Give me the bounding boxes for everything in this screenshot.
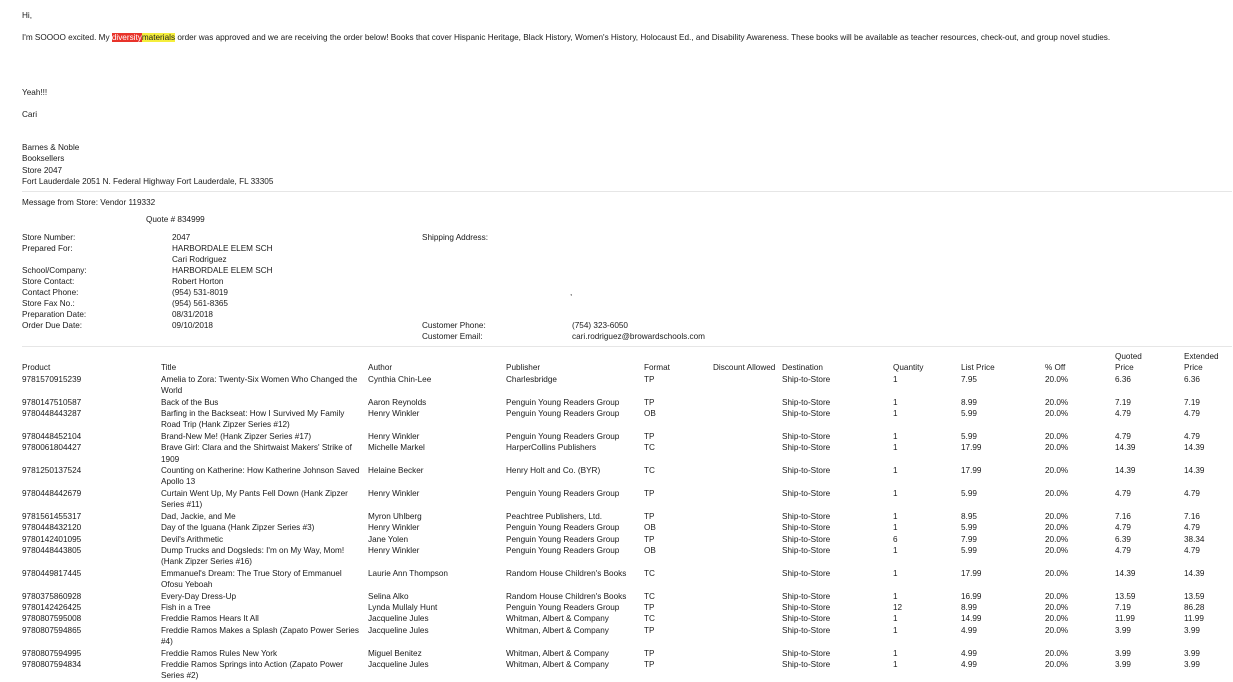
cell-product: 9780448443287: [22, 409, 82, 419]
cell-extended: 3.99: [1184, 659, 1200, 669]
prepared-for-name: Cari Rodriguez: [172, 255, 227, 264]
cell-title: Barfing in the Backseat: How I Survived My Family Road Trip (Hank Zipzer Series #12): [161, 409, 345, 430]
table-row: [22, 613, 1232, 624]
cell-off: 20.0%: [1045, 534, 1069, 544]
table-row: [22, 465, 1232, 488]
cell-quoted: 6.36: [1115, 374, 1131, 384]
store-address-line: Barnes & Noble: [22, 143, 80, 152]
cell-title: Brand-New Me! (Hank Zipzer Series #17): [161, 431, 312, 441]
cell-destination: Ship-to-Store: [782, 488, 831, 498]
cell-list: 4.99: [961, 648, 977, 658]
cell-off: 20.0%: [1045, 659, 1069, 669]
cell-discount: [713, 602, 782, 613]
greeting: Hi,: [22, 11, 33, 20]
cell-author: Lynda Mullaly Hunt: [368, 602, 438, 612]
cell-extended: 14.39: [1184, 568, 1205, 578]
cell-product: 9780448432120: [22, 523, 82, 533]
col-header-author: Author: [368, 363, 393, 373]
cell-product: 9780142426425: [22, 602, 82, 612]
cell-off: 20.0%: [1045, 602, 1069, 612]
cell-off: 20.0%: [1045, 511, 1069, 521]
cell-discount: [713, 534, 782, 545]
table-row: [22, 408, 1232, 431]
col-header-format: Format: [644, 363, 670, 373]
cell-title: Freddie Ramos Springs into Action (Zapato Power Series #2): [161, 659, 344, 681]
cell-extended: 4.79: [1184, 409, 1200, 419]
cell-off: 20.0%: [1045, 397, 1069, 407]
cell-off: 20.0%: [1045, 625, 1069, 635]
cell-quoted: 14.39: [1115, 443, 1136, 453]
cell-extended: 14.39: [1184, 443, 1205, 453]
cell-off: 20.0%: [1045, 648, 1069, 658]
store-fax-label: Store Fax No.:: [22, 299, 75, 308]
cell-format: OB: [644, 545, 656, 555]
cell-off: 20.0%: [1045, 409, 1069, 419]
col-header-pct-off: % Off: [1045, 363, 1066, 373]
cell-quoted: 14.39: [1115, 568, 1136, 578]
cell-destination: Ship-to-Store: [782, 568, 831, 578]
cell-format: OB: [644, 409, 656, 419]
cell-discount: [713, 442, 782, 465]
cell-author: Henry Winkler: [368, 488, 420, 498]
cell-quantity: 1: [893, 591, 898, 601]
cell-title: Freddie Ramos Hears It All: [161, 614, 259, 624]
cell-list: 7.99: [961, 534, 977, 544]
cell-quoted: 7.19: [1115, 397, 1131, 407]
cell-author: Myron Uhlberg: [368, 511, 422, 521]
cell-quantity: 12: [893, 602, 903, 612]
cell-format: TP: [644, 397, 655, 407]
cell-publisher: Random House Children's Books: [506, 568, 627, 578]
cell-author: Laurie Ann Thompson: [368, 568, 448, 578]
quote-number: Quote # 834999: [146, 215, 205, 224]
cell-destination: Ship-to-Store: [782, 443, 831, 453]
cell-extended: 86.28: [1184, 602, 1205, 612]
cell-format: TC: [644, 466, 655, 476]
cell-off: 20.0%: [1045, 523, 1069, 533]
cell-product: 9780807594865: [22, 625, 82, 635]
cell-quoted: 4.79: [1115, 409, 1131, 419]
cell-discount: [713, 408, 782, 431]
cell-discount: [713, 488, 782, 511]
cell-list: 17.99: [961, 466, 982, 476]
cell-list: 5.99: [961, 523, 977, 533]
divider: [22, 191, 1232, 192]
cell-list: 4.99: [961, 659, 977, 669]
cell-off: 20.0%: [1045, 431, 1069, 441]
cell-quoted: 3.99: [1115, 625, 1131, 635]
customer-phone-label: Customer Phone:: [422, 321, 486, 330]
cell-format: TP: [644, 659, 655, 669]
cell-product: 9780449817445: [22, 568, 82, 578]
cell-extended: 38.34: [1184, 534, 1205, 544]
cell-quoted: 11.99: [1115, 614, 1135, 624]
cell-title: Dad, Jackie, and Me: [161, 511, 236, 521]
table-row: [22, 545, 1232, 568]
cell-discount: [713, 613, 782, 624]
cell-extended: 7.19: [1184, 397, 1200, 407]
cell-publisher: Whitman, Albert & Company: [506, 648, 609, 658]
cell-author: Henry Winkler: [368, 431, 420, 441]
col-header-title: Title: [161, 363, 177, 373]
cell-destination: Ship-to-Store: [782, 625, 831, 635]
cell-destination: Ship-to-Store: [782, 431, 831, 441]
cell-title: Dump Trucks and Dogsleds: I'm on My Way, Mom! (Hank Zipzer Series #16): [161, 545, 345, 567]
store-number-label: Store Number:: [22, 233, 76, 242]
table-row: [22, 511, 1232, 522]
cell-extended: 4.79: [1184, 431, 1200, 441]
cell-product: 9781561455317: [22, 511, 82, 521]
cell-destination: Ship-to-Store: [782, 409, 831, 419]
cell-quantity: 1: [893, 409, 898, 419]
cell-list: 5.99: [961, 545, 977, 555]
cell-list: 16.99: [961, 591, 982, 601]
cell-quoted: 4.79: [1115, 545, 1131, 555]
col-header-discount: Discount Allowed: [713, 363, 776, 373]
cell-quantity: 1: [893, 466, 898, 476]
cell-title: Emmanuel's Dream: The True Story of Emmanuel Ofosu Yeboah: [161, 568, 342, 590]
cell-author: Selina Alko: [368, 591, 409, 601]
cell-format: TP: [644, 602, 655, 612]
cell-extended: 3.99: [1184, 625, 1200, 635]
cell-destination: Ship-to-Store: [782, 374, 831, 384]
cell-format: TC: [644, 614, 655, 624]
cell-author: Helaine Becker: [368, 466, 424, 476]
prep-date-label: Preparation Date:: [22, 310, 87, 319]
cell-list: 5.99: [961, 488, 977, 498]
cell-list: 17.99: [961, 443, 982, 453]
cell-publisher: Penguin Young Readers Group: [506, 431, 620, 441]
cell-product: 9781250137524: [22, 466, 82, 476]
store-address-line: Store 2047: [22, 165, 63, 175]
cell-quantity: 1: [893, 443, 898, 453]
cell-publisher: Peachtree Publishers, Ltd.: [506, 511, 603, 521]
cell-list: 8.95: [961, 511, 977, 521]
col-header-quoted-price: Quoted Price: [1115, 352, 1142, 373]
cell-destination: Ship-to-Store: [782, 659, 831, 669]
cell-format: TP: [644, 374, 655, 384]
cell-quoted: 6.39: [1115, 534, 1131, 544]
cell-author: Henry Winkler: [368, 545, 420, 555]
cell-extended: 6.36: [1184, 374, 1200, 384]
prepared-for-value: HARBORDALE ELEM SCH: [172, 244, 273, 253]
due-date-label: Order Due Date:: [22, 321, 83, 330]
cell-extended: 4.79: [1184, 545, 1200, 555]
cell-product: 9780061804427: [22, 443, 82, 453]
cell-title: Counting on Katherine: How Katherine Johnson Saved Apollo 13: [161, 466, 360, 487]
cell-discount: [713, 397, 782, 408]
cell-quantity: 1: [893, 648, 898, 658]
cell-destination: Ship-to-Store: [782, 648, 831, 658]
shipping-address-comma: ,: [570, 288, 573, 297]
message-from-store: Message from Store: Vendor 119332: [22, 198, 156, 207]
table-row: [22, 397, 1232, 408]
col-header-product: Product: [22, 363, 51, 373]
cell-list: 7.95: [961, 374, 977, 384]
cell-format: TP: [644, 534, 655, 544]
cell-format: TP: [644, 431, 655, 441]
cell-publisher: Charlesbridge: [506, 374, 557, 384]
school-value: HARBORDALE ELEM SCH: [172, 266, 273, 275]
cell-destination: Ship-to-Store: [782, 534, 831, 544]
cell-publisher: Penguin Young Readers Group: [506, 409, 620, 419]
contact-phone-label: Contact Phone:: [22, 288, 79, 297]
cell-publisher: Whitman, Albert & Company: [506, 614, 609, 624]
cell-publisher: Whitman, Albert & Company: [506, 625, 609, 635]
cell-quantity: 1: [893, 545, 898, 555]
cell-title: Every-Day Dress-Up: [161, 591, 237, 601]
cell-author: Michelle Markel: [368, 443, 425, 453]
store-address: [22, 142, 273, 188]
col-header-list-price: List Price: [961, 363, 995, 373]
table-row: [22, 659, 1232, 682]
cell-publisher: Penguin Young Readers Group: [506, 488, 620, 498]
cell-discount: [713, 659, 782, 682]
cell-title: Devil's Arithmetic: [161, 534, 224, 544]
cell-discount: [713, 568, 782, 591]
shipping-address-label: Shipping Address:: [422, 233, 488, 242]
store-address-line: Fort Lauderdale 2051 N. Federal Highway Fort Lauderdale, FL 33305: [22, 177, 274, 187]
cell-extended: 13.59: [1184, 591, 1205, 601]
table-row: [22, 534, 1232, 545]
cell-discount: [713, 465, 782, 488]
cell-quantity: 1: [893, 523, 898, 533]
signature: Cari: [22, 110, 38, 119]
cell-off: 20.0%: [1045, 443, 1069, 453]
col-header-destination: Destination: [782, 363, 823, 373]
cell-destination: Ship-to-Store: [782, 523, 831, 533]
quote-items-table: [22, 351, 1232, 682]
cell-quantity: 1: [893, 397, 898, 407]
cell-product: 9780807595008: [22, 614, 82, 624]
cell-off: 20.0%: [1045, 466, 1069, 476]
cell-title: Fish in a Tree: [161, 602, 211, 612]
exclaim-text: Yeah!!!: [22, 88, 48, 97]
cell-publisher: Henry Holt and Co. (BYR): [506, 466, 601, 476]
table-row: [22, 648, 1232, 659]
cell-extended: 4.79: [1184, 488, 1200, 498]
cell-off: 20.0%: [1045, 374, 1069, 384]
cell-list: 17.99: [961, 568, 982, 578]
cell-quoted: 7.19: [1115, 602, 1131, 612]
cell-discount: [713, 522, 782, 533]
cell-destination: Ship-to-Store: [782, 545, 831, 555]
cell-quoted: 13.59: [1115, 591, 1136, 601]
cell-quoted: 4.79: [1115, 431, 1131, 441]
cell-publisher: Penguin Young Readers Group: [506, 397, 620, 407]
cell-format: TP: [644, 511, 655, 521]
table-body: [22, 374, 1232, 682]
divider: [22, 346, 1232, 347]
cell-list: 8.99: [961, 602, 977, 612]
cell-title: Freddie Ramos Makes a Splash (Zapato Power Series #4): [161, 625, 359, 647]
cell-quoted: 14.39: [1115, 466, 1136, 476]
cell-product: 9781570915239: [22, 374, 82, 384]
cell-destination: Ship-to-Store: [782, 511, 831, 521]
cell-discount: [713, 648, 782, 659]
cell-quoted: 3.99: [1115, 659, 1131, 669]
cell-author: Jacqueline Jules: [368, 614, 429, 624]
cell-author: Miguel Benitez: [368, 648, 422, 658]
cell-extended: 14.39: [1184, 466, 1205, 476]
cell-quantity: 1: [893, 488, 898, 498]
cell-discount: [713, 545, 782, 568]
cell-publisher: Random House Children's Books: [506, 591, 627, 601]
cell-quantity: 1: [893, 659, 898, 669]
cell-list: 5.99: [961, 431, 977, 441]
store-address-line: Booksellers: [22, 154, 65, 164]
table-header-row: [22, 351, 1232, 374]
table-row: [22, 522, 1232, 533]
cell-title: Freddie Ramos Rules New York: [161, 648, 278, 658]
cell-list: 5.99: [961, 409, 977, 419]
cell-title: Curtain Went Up, My Pants Fell Down (Hank Zipzer Series #11): [161, 488, 348, 510]
cell-publisher: Penguin Young Readers Group: [506, 545, 620, 555]
cell-publisher: Penguin Young Readers Group: [506, 523, 620, 533]
cell-extended: 7.16: [1184, 511, 1200, 521]
store-fax-value: (954) 561-8365: [172, 299, 228, 308]
table-row: [22, 431, 1232, 442]
col-header-publisher: Publisher: [506, 363, 541, 373]
cell-format: TP: [644, 488, 655, 498]
cell-off: 20.0%: [1045, 488, 1069, 498]
due-date-value: 09/10/2018: [172, 321, 213, 330]
table-row: [22, 602, 1232, 613]
school-label: School/Company:: [22, 266, 87, 275]
cell-format: TC: [644, 568, 655, 578]
cell-discount: [713, 374, 782, 397]
cell-quantity: 6: [893, 534, 898, 544]
cell-list: 4.99: [961, 625, 977, 635]
cell-format: TC: [644, 443, 655, 453]
intro-paragraph: [22, 33, 1110, 42]
cell-list: 14.99: [961, 614, 982, 624]
cell-publisher: Penguin Young Readers Group: [506, 602, 620, 612]
prep-date-value: 08/31/2018: [172, 310, 213, 319]
cell-discount: [713, 511, 782, 522]
cell-product: 9780142401095: [22, 534, 82, 544]
cell-quantity: 1: [893, 625, 898, 635]
cell-destination: Ship-to-Store: [782, 397, 831, 407]
cell-destination: Ship-to-Store: [782, 466, 831, 476]
cell-quantity: 1: [893, 511, 898, 521]
cell-product: 9780807594834: [22, 659, 82, 669]
cell-title: Day of the Iguana (Hank Zipzer Series #3): [161, 523, 315, 533]
cell-extended: 4.79: [1184, 523, 1200, 533]
cell-off: 20.0%: [1045, 614, 1069, 624]
intro-after: order was approved and we are receiving the order below! Books that cover Hispanic Heritage, Black History, Women's History, Holocaust Ed., and Disability Awareness. These books will be available as teacher resources, check-out, and group novel studies.: [175, 33, 1111, 42]
intro-before: I'm SOOOO excited. My: [22, 33, 112, 42]
col-header-extended-price: Extended Price: [1184, 352, 1219, 373]
cell-title: Back of the Bus: [161, 397, 219, 407]
cell-format: TC: [644, 591, 655, 601]
cell-discount: [713, 431, 782, 442]
cell-title: Amelia to Zora: Twenty-Six Women Who Changed the World: [161, 374, 358, 396]
store-contact-value: Robert Horton: [172, 277, 224, 286]
cell-quantity: 1: [893, 614, 898, 624]
cell-discount: [713, 625, 782, 648]
cell-off: 20.0%: [1045, 568, 1069, 578]
cell-author: Jacqueline Jules: [368, 659, 429, 669]
cell-product: 9780147510587: [22, 397, 82, 407]
cell-off: 20.0%: [1045, 545, 1069, 555]
cell-publisher: Whitman, Albert & Company: [506, 659, 609, 669]
table-row: [22, 374, 1232, 397]
cell-discount: [713, 591, 782, 602]
cell-product: 9780375860928: [22, 591, 82, 601]
table-row: [22, 568, 1232, 591]
cell-quoted: 4.79: [1115, 523, 1131, 533]
col-header-quantity: Quantity: [893, 363, 924, 373]
customer-email-label: Customer Email:: [422, 332, 483, 341]
table-row: [22, 488, 1232, 511]
cell-product: 9780448442679: [22, 488, 82, 498]
cell-author: Jane Yolen: [368, 534, 409, 544]
store-contact-label: Store Contact:: [22, 277, 75, 286]
highlight-materials: materials: [141, 33, 176, 42]
cell-product: 9780807594995: [22, 648, 82, 658]
cell-destination: Ship-to-Store: [782, 602, 831, 612]
cell-publisher: Penguin Young Readers Group: [506, 534, 620, 544]
cell-format: TP: [644, 625, 655, 635]
prepared-for-label: Prepared For:: [22, 244, 73, 253]
cell-extended: 3.99: [1184, 648, 1200, 658]
cell-author: Cynthia Chin-Lee: [368, 374, 432, 384]
cell-destination: Ship-to-Store: [782, 591, 831, 601]
table-row: [22, 591, 1232, 602]
cell-author: Henry Winkler: [368, 523, 420, 533]
cell-quoted: 4.79: [1115, 488, 1131, 498]
contact-phone-value: (954) 531-8019: [172, 288, 228, 297]
cell-author: Jacqueline Jules: [368, 625, 429, 635]
cell-quantity: 1: [893, 568, 898, 578]
cell-product: 9780448443805: [22, 545, 82, 555]
cell-quoted: 3.99: [1115, 648, 1131, 658]
cell-off: 20.0%: [1045, 591, 1069, 601]
cell-quantity: 1: [893, 431, 898, 441]
cell-list: 8.99: [961, 397, 977, 407]
cell-destination: Ship-to-Store: [782, 614, 831, 624]
cell-author: Henry Winkler: [368, 409, 420, 419]
cell-author: Aaron Reynolds: [368, 397, 427, 407]
customer-email-value: cari.rodriguez@browardschools.com: [572, 332, 705, 341]
cell-quoted: 7.16: [1115, 511, 1131, 521]
cell-product: 9780448452104: [22, 431, 82, 441]
table-row: [22, 442, 1232, 465]
table-row: [22, 625, 1232, 648]
cell-quantity: 1: [893, 374, 898, 384]
cell-title: Brave Girl: Clara and the Shirtwaist Makers' Strike of 1909: [161, 443, 352, 464]
cell-publisher: HarperCollins Publishers: [506, 443, 597, 453]
customer-phone-value: (754) 323-6050: [572, 321, 628, 330]
cell-extended: 11.99: [1184, 614, 1204, 624]
store-number-value: 2047: [172, 233, 191, 242]
highlight-diversity: diversity: [111, 33, 142, 42]
cell-format: OB: [644, 523, 656, 533]
cell-format: TP: [644, 648, 655, 658]
